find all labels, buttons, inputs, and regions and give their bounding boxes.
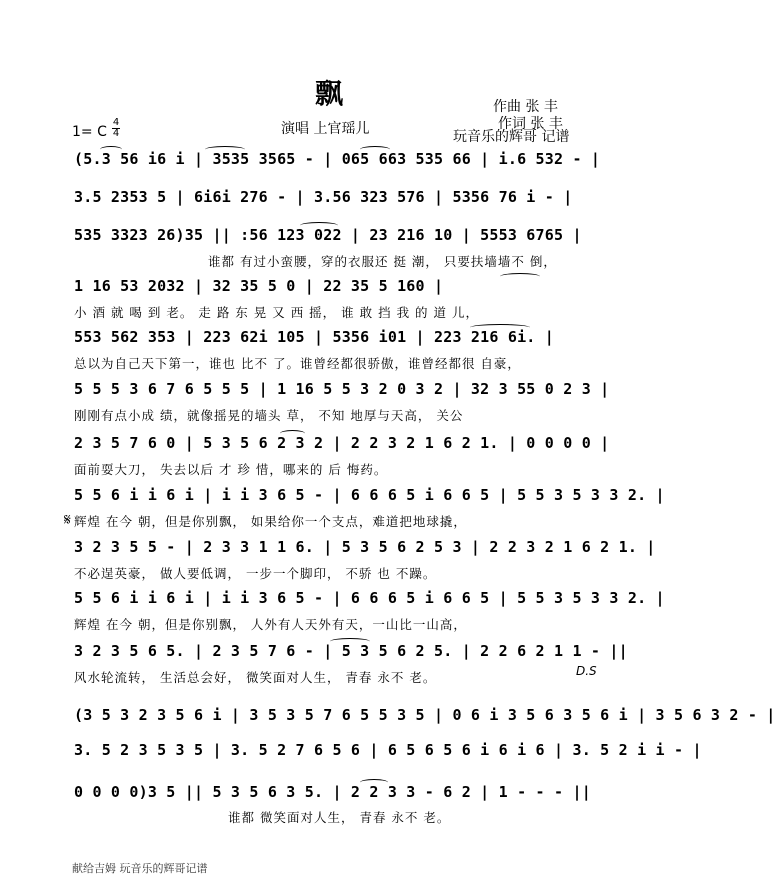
- footer-credit: 献给吉姆 玩音乐的辉哥记谱: [72, 862, 208, 875]
- notation-row-3: 535 3323 26)35 || :56 123 022 | 23 216 10 | 5553 6765 |: [74, 226, 582, 244]
- lyric-row-7: 面前耍大刀， 失去以后 才 珍 惜，哪来的 后 悔药。: [74, 462, 388, 477]
- notation-row-9: 3 2 3 5 5 - | 2 3 3 1 1 6. | 5 3 5 6 2 5 3 | 2 2 3 2 1 6 2 1. |: [74, 538, 656, 556]
- notation-row-10: 5 5 6 i i 6 i | i i 3 6 5 - | 6 6 6 5 i 6 6 5 | 5 5 3 5 3 3 2. |: [74, 589, 665, 607]
- lyric-row-3: 谁都 有过小蛮腰，穿的衣服还 挺 潮， 只要扶墙墙不 倒，: [208, 254, 557, 269]
- lyric-row-4: 小 酒 就 喝 到 老。 走 路 东 晃 又 西 摇， 谁 敢 挡 我 的 道 儿，: [74, 305, 479, 320]
- notation-row-6: 5 5 5 3 6 7 6 5 5 5 | 1 16 5 5 3 2 0 3 2 | 32 3 55 0 2 3 |: [74, 380, 610, 398]
- time-signature: [112, 118, 120, 139]
- notation-row-12: (3 5 3 2 3 5 6 i | 3 5 3 5 7 6 5 5 3 5 | 0 6 i 3 5 6 3 5 6 i | 3 5 6 3 2 - |: [74, 706, 776, 724]
- lyric-row-11: 风水轮流转， 生活总会好， 微笑面对人生， 青春 永不 老。: [74, 670, 437, 685]
- notation-row-14: 0 0 0 0)3 5 || 5 3 5 6 3 5. | 2 2 3 3 - 6 2 | 1 - - - ||: [74, 783, 591, 801]
- time-bottom: 4: [112, 128, 120, 139]
- notation-row-2: 3.5 2353 5 | 6i6i 276 - | 3.56 323 576 | 5356 76 i - |: [74, 188, 573, 206]
- slur-mark: [330, 638, 370, 645]
- song-title: 飘: [314, 77, 345, 110]
- lyric-row-14: 谁都 微笑面对人生， 青春 永不 老。: [228, 810, 451, 825]
- ds-mark: D.S: [576, 664, 597, 678]
- slur-mark: [100, 146, 122, 153]
- segno-sign: 𝄋: [64, 510, 71, 529]
- notation-row-13: 3. 5 2 3 5 3 5 | 3. 5 2 7 6 5 6 | 6 5 6 5 6 i 6 i 6 | 3. 5 2 i i - |: [74, 741, 702, 759]
- singer-credit: 演唱 上官瑶儿: [281, 121, 370, 137]
- composer-credit: 作曲 张 丰: [493, 99, 558, 115]
- slur-mark: [500, 273, 540, 280]
- lyric-row-5: 总以为自己天下第一，谁也 比不 了。谁曾经都很骄傲，谁曾经都很 自豪，: [74, 356, 521, 371]
- slur-mark: [360, 779, 388, 786]
- time-top: 4: [112, 117, 120, 128]
- slur-mark: [360, 146, 390, 153]
- notation-row-7: 2 3 5 7 6 0 | 5 3 5 6 2 3 2 | 2 2 3 2 1 6 2 1. | 0 0 0 0 |: [74, 434, 610, 452]
- notation-credit: 玩音乐的辉哥 记谱: [453, 129, 570, 145]
- notation-row-4: 1 16 53 2032 | 32 35 5 0 | 22 35 5 160 |: [74, 277, 444, 295]
- lyric-row-6: 刚刚有点小成 绩，就像摇晃的墙头 草， 不知 地厚与天高， 关公: [74, 408, 464, 423]
- slur-mark: [470, 324, 530, 331]
- notation-row-1: (5.3 56 i6 i | 3535 3565 - | 065 663 535 66 | i.6 532 - |: [74, 150, 601, 168]
- notation-row-8: 5 5 6 i i 6 i | i i 3 6 5 - | 6 6 6 5 i 6 6 5 | 5 5 3 5 3 3 2. |: [74, 486, 665, 504]
- lyric-row-10: 辉煌 在今 朝，但是你别飘， 人外有人天外有天，一山比一山高，: [74, 617, 467, 632]
- slur-mark: [205, 146, 245, 153]
- notation-row-11: 3 2 3 5 6 5. | 2 3 5 7 6 - | 5 3 5 6 2 5. | 2 2 6 2 1 1 - ||: [74, 642, 628, 660]
- lyricist-credit: 作词 张 丰: [498, 116, 563, 132]
- slur-mark: [280, 430, 305, 437]
- key-signature: 1= C: [72, 124, 107, 140]
- slur-mark: [300, 222, 338, 229]
- notation-row-5: 553 562 353 | 223 62i 105 | 5356 i01 | 223 216 6i. |: [74, 328, 554, 346]
- lyric-row-9: 不必逞英豪， 做人要低调， 一步一个脚印， 不骄 也 不躁。: [74, 566, 437, 581]
- lyric-row-8: 辉煌 在今 朝，但是你别飘， 如果给你一个支点，难道把地球撬，: [74, 514, 467, 529]
